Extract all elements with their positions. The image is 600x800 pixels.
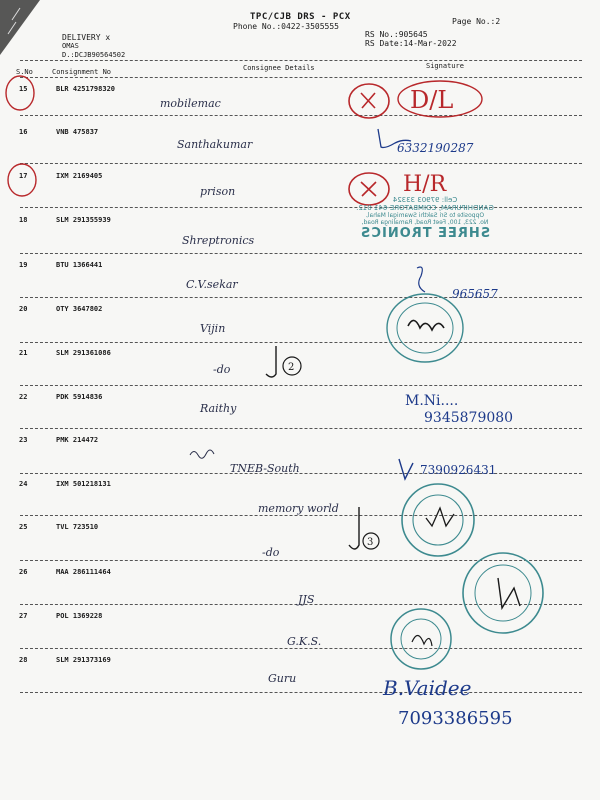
consignee-handwriting: Santhakumar [177,138,253,151]
row-consignment: IXM 2169405 [56,172,103,180]
row-sno: 28 [19,656,28,664]
row-sno: 27 [19,612,28,620]
stamp-line: Cell: 97903 33324 [392,196,458,204]
consignee-handwriting: mobilemac [160,97,221,110]
rs-date: RS Date:14-Mar-2022 [365,39,457,48]
torn-corner [0,0,60,60]
row-consignment: POL 1369228 [56,612,103,620]
signature-handwriting: B.Vaidee [383,676,472,700]
company-stamp-mirrored [340,196,510,266]
x-circle-mark-icon [345,80,395,122]
circle-mark-icon [4,162,44,202]
column-sno: S.No [16,68,33,76]
delivery-name: OMAS [62,42,79,50]
row-consignment: IXM 501218131 [56,480,111,488]
consignee-handwriting: Shreptronics [182,234,255,247]
consignee-handwriting: -do [262,546,280,559]
consignee-handwriting: Vijin [200,322,226,335]
column-signature: Signature [426,62,464,70]
stamp-line: GANDHIPURAM, COIMBATORE-641 012. [356,204,494,212]
row-consignment: PMK 214472 [56,436,99,444]
row-consignment: SLM 291355939 [56,216,111,224]
row-divider [20,342,582,343]
consignee-handwriting: C.V.sekar [186,278,238,291]
row-consignment: VNB 475837 [56,128,99,136]
row-sno: 17 [19,172,28,180]
sheet-title: TPC/CJB DRS - PCX [250,12,351,22]
header-divider [20,77,582,78]
row-consignment: OTY 3647802 [56,305,103,313]
row-divider [20,515,582,516]
circle-mark-icon [2,75,42,115]
delivery-label: DELIVERY x [62,33,111,42]
row-consignment: MAA 286111464 [56,568,111,576]
row-consignment: BLR 4251798320 [56,85,116,93]
stamp-line: Opposite to Sri Sakthi Swamigal Mahal, [365,212,485,219]
delivery-status-mark: H/R [403,172,447,197]
row-consignment: SLM 291361086 [56,349,111,357]
row-sno: 24 [19,480,28,488]
consignee-handwriting: JJS [298,593,315,606]
round-company-stamp-icon [458,548,548,638]
consignee-handwriting: prison [200,185,236,198]
row-sno: 19 [19,261,28,269]
phone-handwriting: 6332190287 [397,141,474,155]
round-company-stamp-icon [386,604,456,674]
stamp-line: SHREE TRONICS [359,226,491,241]
signature-handwriting: M.Ni.... [405,393,459,409]
delivery-status-mark: D/L [410,86,454,114]
signature-scribble-icon [345,505,395,560]
consignee-handwriting: Guru [268,672,297,685]
row-sno: 23 [19,436,28,444]
consignee-handwriting: memory world [258,502,339,515]
row-consignment: BTU 1366441 [56,261,103,269]
svg-text:2: 2 [288,362,295,373]
phone-handwriting: 9345879080 [424,410,514,426]
svg-text:3: 3 [367,537,374,548]
phone-handwriting: 7390926431 [420,463,497,477]
column-consignee: Consignee Details [243,64,315,72]
consignee-handwriting: Raithy [200,402,237,415]
row-consignment: TVL 723510 [56,523,99,531]
stamp-line: No. 223, 100, Feet Road, Ramalinga Road, [361,219,489,226]
row-divider [20,163,582,164]
row-sno: 21 [19,349,28,357]
circle-mark-icon [395,78,485,120]
header-divider [20,60,582,61]
rs-number: RS No.:905645 [365,30,428,39]
row-sno: 16 [19,128,28,136]
column-consignment: Consignment No [52,68,112,76]
row-divider [20,648,582,649]
row-sno: 25 [19,523,28,531]
page-number: Page No.:2 [452,17,501,26]
row-sno: 18 [19,216,28,224]
phone-handwriting: 965657 [452,287,498,301]
scribble-mark-icon [188,446,218,460]
row-divider [20,115,582,116]
row-divider [20,428,582,429]
row-divider [20,692,582,693]
delivery-code: D.:DCJB90564502 [62,51,126,59]
row-divider [20,385,582,386]
row-divider [20,473,582,474]
row-sno: 26 [19,568,28,576]
row-consignment: SLM 291373169 [56,656,111,664]
consignee-handwriting: -do [213,363,231,376]
consignee-handwriting: G.K.S. [287,635,322,648]
phone-number: Phone No.:0422-3505555 [233,22,339,31]
row-sno: 22 [19,393,28,401]
row-consignment: PDK 5914836 [56,393,103,401]
row-sno: 20 [19,305,28,313]
phone-handwriting: 7093386595 [398,708,513,729]
consignee-handwriting: TNEB-South [230,462,300,475]
round-company-stamp-icon [380,288,470,368]
row-sno: 15 [19,85,28,93]
signature-scribble-icon [262,344,322,384]
